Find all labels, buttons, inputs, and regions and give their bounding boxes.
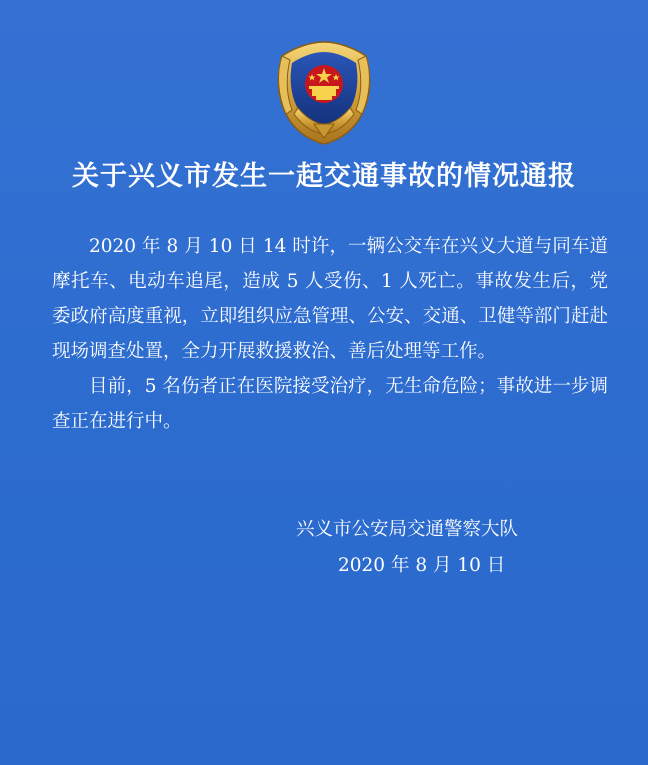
signature-date: 2020 年 8 月 10 日 xyxy=(338,555,506,576)
signature-organization: 兴义市公安局交通警察大队 xyxy=(296,519,519,540)
page-title: 关于兴义市发生一起交通事故的情况通报 xyxy=(72,161,576,192)
signature-block xyxy=(270,512,610,584)
notice-body xyxy=(52,229,608,439)
police-emblem-icon xyxy=(268,38,380,146)
body-paragraph: 目前，5 名伤者正在医院接受治疗，无生命危险；事故进一步调查正在进行中。 xyxy=(52,376,608,432)
body-paragraph: 2020 年 8 月 10 日 14 时许，一辆公交车在兴义大道与同车道摩托车、电动车追尾，造成 5 人受伤、1 人死亡。事故发生后，党委政府高度重视，立即组织应急管理、公安、交通、卫健等部门赶赴现场调查处置，全力开展救援救治、善后处理等工作。 xyxy=(52,236,608,362)
